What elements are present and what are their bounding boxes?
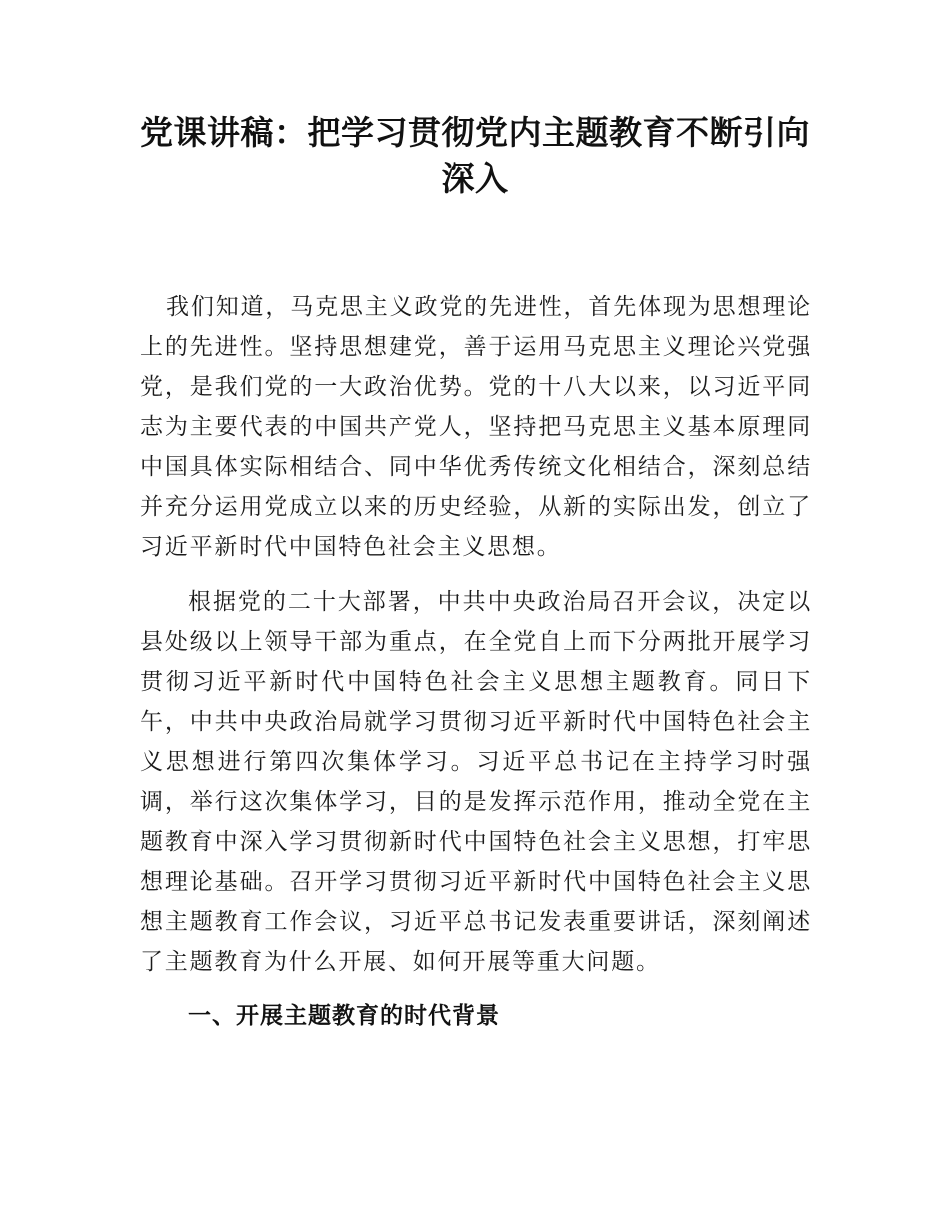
section-heading: 一、开展主题教育的时代背景 (188, 1003, 500, 1029)
body-paragraph-2: 根据党的二十大部署，中共中央政治局召开会议，决定以县处级以上领导干部为重点，在全党自上而下分两批开展学习贯彻习近平新时代中国特色社会主义思想主题教育。同日下午，中共中央政治局就学习贯彻习近平新时代中国特色社会主义思想进行第四次集体学习。习近平总书记在主持学习时强调，举行这次集体学习，目的是发挥示范作用，推动全党在主题教育中深入学习贯彻新时代中国特色社会主义思想，打牢思想理论基础。召开学习贯彻习近平新时代中国特色社会主义思想主题教育工作会议，习近平总书记发表重要讲话，深刻阐述了主题教育为什么开展、如何开展等重大问题。 (140, 589, 812, 975)
document-title: 党课讲稿：把学习贯彻党内主题教育不断引向深入 (140, 113, 810, 198)
body-paragraph-1: 我们知道，马克思主义政党的先进性，首先体现为思想理论上的先进性。坚持思想建党，善于运用马克思主义理论兴党强党，是我们党的一大政治优势。党的十八大以来，以习近平同志为主要代表的中国共产党人，坚持把马克思主义基本原理同中国具体实际相结合、同中华优秀传统文化相结合，深刻总结并充分运用党成立以来的历史经验，从新的实际出发，创立了习近平新时代中国特色社会主义思想。 (140, 294, 812, 560)
